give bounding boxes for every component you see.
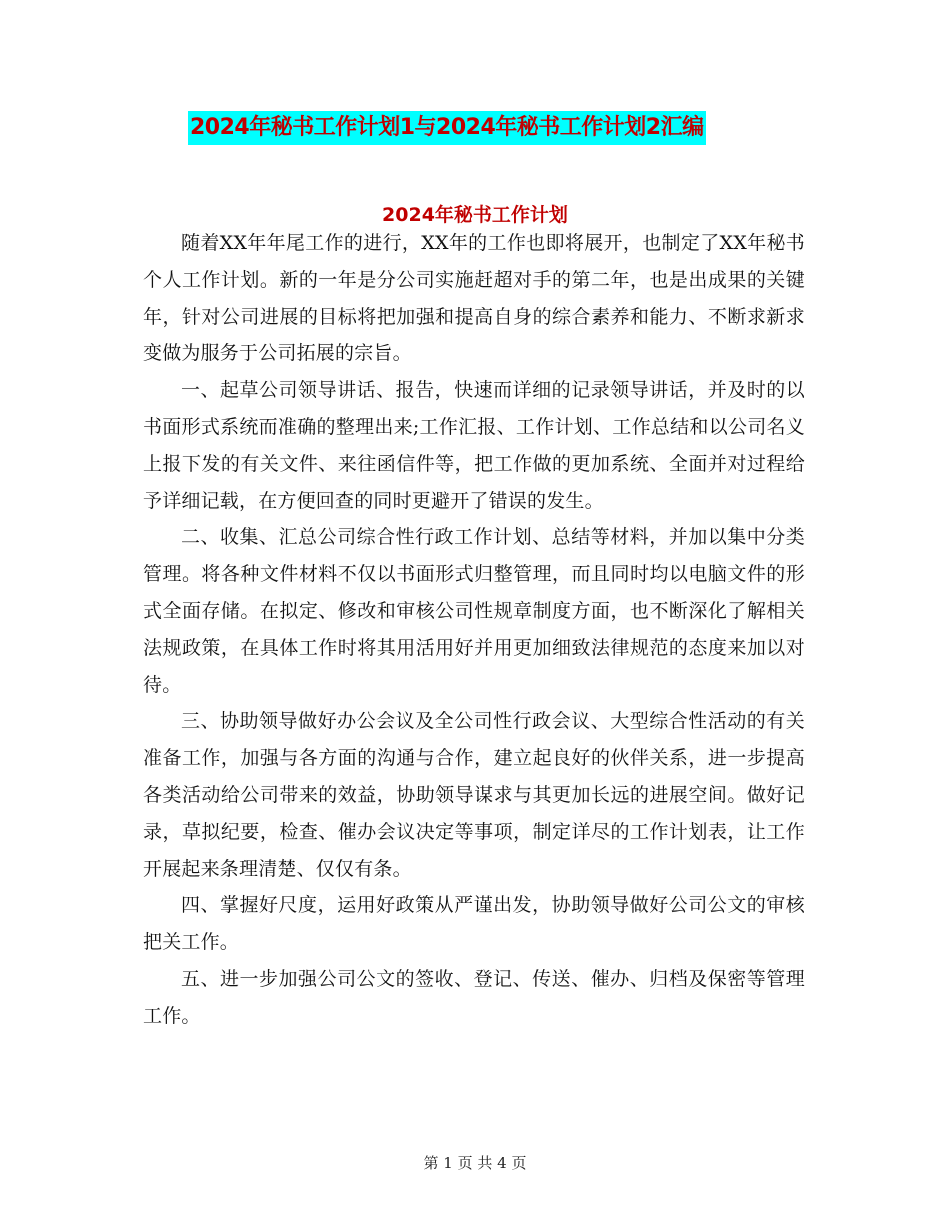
section-title: 2024年秘书工作计划 xyxy=(382,204,568,226)
paragraph-item-2: 二、收集、汇总公司综合性行政工作计划、总结等材料，并加以集中分类管理。将各种文件材料不仅以书面形式归整管理，而且同时均以电脑文件的形式全面存储。在拟定、修改和审核公司性规章制度方面，也不断深化了解相关法规政策，在具体工作时将其用活用好并用更加细致法律规范的态度来加以对待。 xyxy=(143,526,805,696)
document-main-title: 2024年秘书工作计划1与2024年秘书工作计划2汇编 xyxy=(188,111,706,145)
paragraph-item-1: 一、起草公司领导讲话、报告，快速而详细的记录领导讲话，并及时的以书面形式系统而准确的整理出来;工作汇报、工作计划、工作总结和以公司名义上报下发的有关文件、来往函信件等，把工作做的更加系统、全面并对过程给予详细记载，在方便回查的同时更避开了错误的发生。 xyxy=(143,379,805,512)
paragraph-intro: 随着XX年年尾工作的进行，XX年的工作也即将展开，也制定了XX年秘书个人工作计划。新的一年是分公司实施赶超对手的第二年，也是出成果的关键年，针对公司进展的目标将把加强和提高自身的综合素养和能力、不断求新求变做为服务于公司拓展的宗旨。 xyxy=(143,232,805,365)
page-footer: 第 1 页 共 4 页 xyxy=(423,1154,527,1172)
paragraph-item-5: 五、进一步加强公司公文的签收、登记、传送、催办、归档及保密等管理工作。 xyxy=(143,967,805,1027)
paragraph-item-4: 四、掌握好尺度，运用好政策从严谨出发，协助领导做好公司公文的审核把关工作。 xyxy=(143,894,805,954)
paragraph-item-3: 三、协助领导做好办公会议及全公司性行政会议、大型综合性活动的有关准备工作，加强与各方面的沟通与合作，建立起良好的伙伴关系，进一步提高各类活动给公司带来的效益，协助领导谋求与其更加长远的进展空间。做好记录，草拟纪要，检查、催办会议决定等事项，制定详尽的工作计划表，让工作开展起来条理清楚、仅仅有条。 xyxy=(143,710,805,880)
document-body xyxy=(143,225,805,1035)
